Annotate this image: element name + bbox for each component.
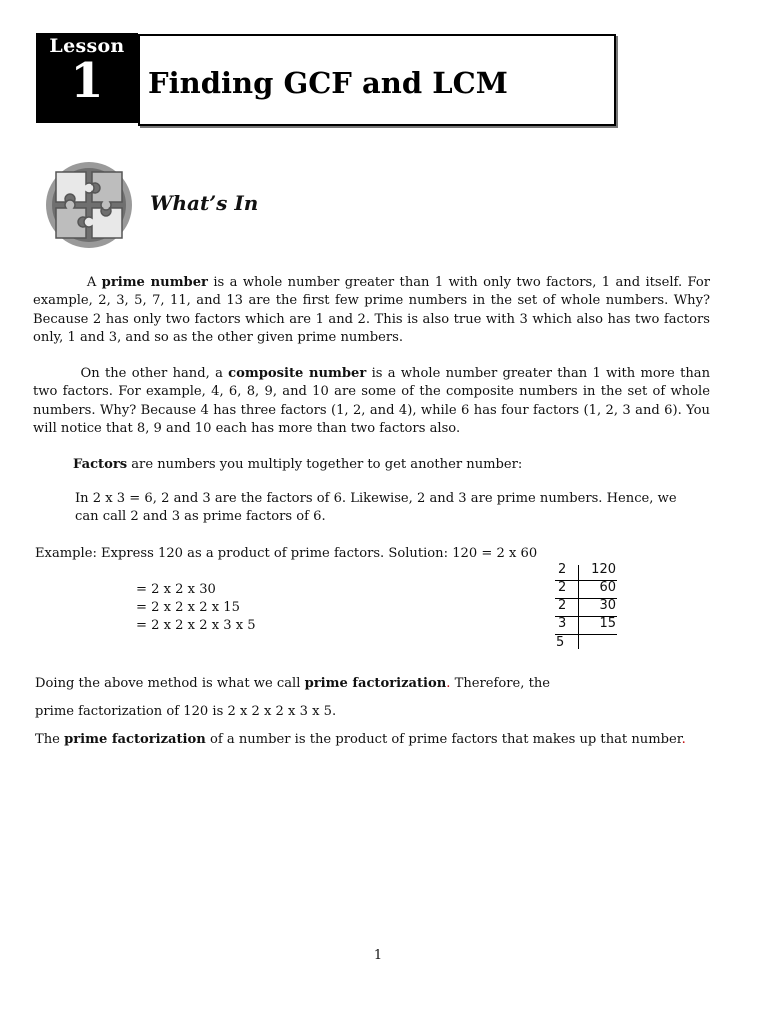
title-box [138,34,616,126]
lesson-number: 1 [70,53,104,109]
l1-pre: Doing the above method is what we call [35,676,305,691]
page-number: 1 [373,948,383,963]
example-step: = 2 x 2 x 2 x 15 [136,600,240,615]
ladder-quotient: 15 [599,616,616,631]
ladder-quotient: 30 [599,598,616,613]
ladder-divisor: 2 [558,562,567,577]
prime-number-term: prime number [101,275,208,290]
l1-dot: . [446,676,451,691]
closing-line-1 [35,675,550,693]
l3-post: of a number is the product of prime factors that makes up that number [205,732,682,747]
ladder-row [553,580,619,598]
p2-pre: On the other hand, a [80,366,229,381]
l3-pre: The [35,732,65,747]
section-heading: What’s In [150,191,259,215]
p2-post: is a whole number greater than 1 with more than two factors. For example, 4, 6, 8, 9, and 10 are some of the composite numbers in the set of whole numbers. Why? Because 4 has three factors (1, 2, and 4), while 6 has four factors (1, 2, 3 and 6). You will notice that 8, 9 and 10 each has more than two factors also. [33,366,711,437]
composite-number-term: composite number [228,366,367,381]
prime-factorization-term: prime factorization [304,676,447,691]
ladder-quotient: 60 [599,580,616,595]
ladder-divisor: 2 [558,598,567,613]
lesson-badge [36,33,138,123]
example-statement: Example: Express 120 as a product of prime factors. Solution: 120 = 2 x 60 [35,546,538,561]
ladder-quotient: 120 [591,562,616,577]
factors-definition [73,456,673,474]
l3-dot: . [681,732,686,747]
closing-line-2: prime factorization of 120 is 2 x 2 x 2 x 3 x 5. [35,704,337,719]
ladder-divisor: 2 [558,580,567,595]
prime-factorization-definition [35,731,686,749]
p3-post: are numbers you multiply together to get another number: [127,457,523,472]
lesson-label: Lesson [49,35,125,57]
division-ladder [553,562,619,652]
ladder-row [551,635,617,653]
page-title: Finding GCF and LCM [148,66,508,100]
factors-example: In 2 x 3 = 6, 2 and 3 are the factors of 6. Likewise, 2 and 3 are prime numbers. Hence, we can call 2 and 3 as prime factors of 6. [75,491,677,525]
puzzle-icon [44,160,134,250]
p1-post: is a whole number greater than 1 with only two factors, 1 and itself. For example, 2, 3, 5, 7, 11, and 13 are the first few prime numbers in the set of whole numbers. Why? Because 2 has only two factors which are 1 and 2. This is also true with 3 which also has two factors only, 1 and 3, and so as the other given prime numbers. [33,275,710,346]
example-step: = 2 x 2 x 2 x 3 x 5 [136,618,256,633]
ladder-divisor: 3 [558,616,567,631]
l1-post: Therefore, the [450,676,551,691]
ladder-divisor: 5 [556,635,565,650]
composite-number-paragraph [33,365,710,439]
example-step: = 2 x 2 x 30 [136,582,216,597]
factors-term: Factors [73,457,128,472]
ladder-row [553,562,619,580]
p1-pre: A [86,275,102,290]
ladder-row [553,616,619,634]
prime-factorization-term: prime factorization [64,732,206,747]
ladder-row [553,598,619,616]
prime-number-paragraph [33,274,710,348]
